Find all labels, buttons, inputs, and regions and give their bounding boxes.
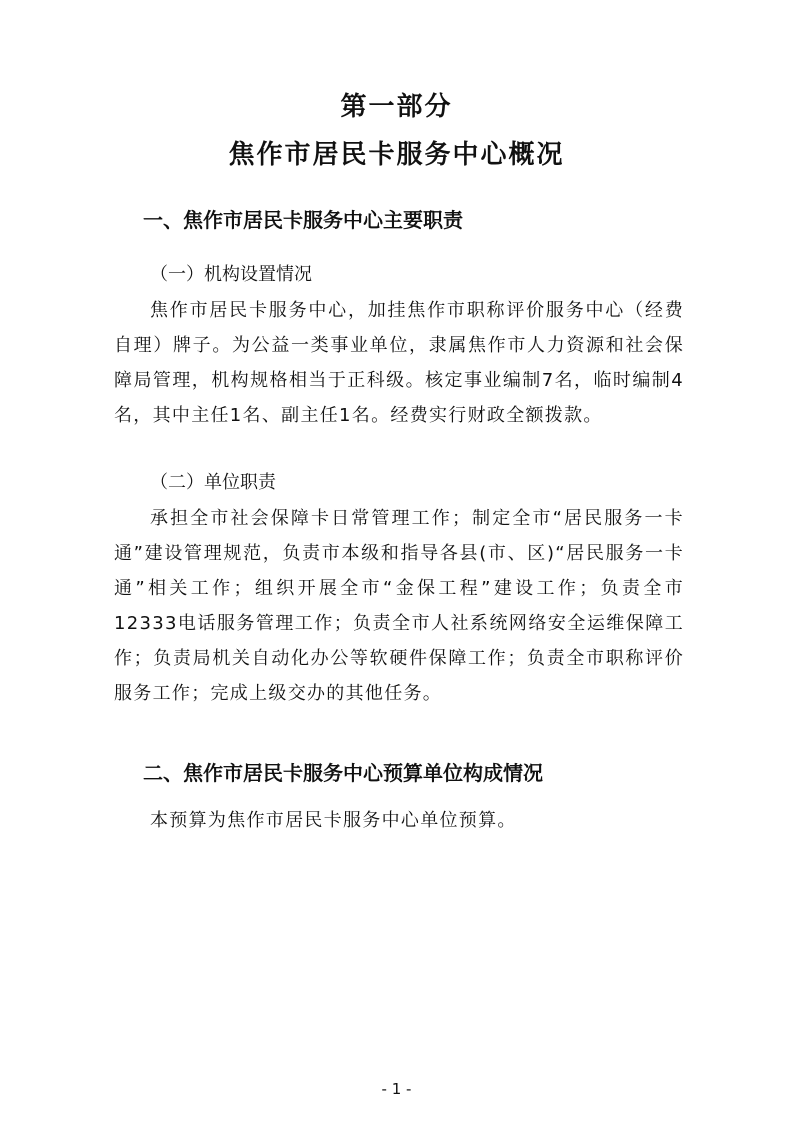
section1-sub2-heading: （二）单位职责 xyxy=(150,472,276,493)
section1-sub1-paragraph: 焦作市居民卡服务中心，加挂焦作市职称评价服务中心（经费自理）牌子。为公益一类事业单位，隶属焦作市人力资源和社会保障局管理，机构规格相当于正科级。核定事业编制7名，临时编制4名，其中主任1名、副主任1名。经费实行财政全额拨款。 xyxy=(114,300,684,426)
page-number: - 1 - xyxy=(381,1080,412,1098)
section1-heading: 一、焦作市居民卡服务中心主要职责 xyxy=(143,208,463,232)
document-title-main: 焦作市居民卡服务中心概况 xyxy=(228,140,565,170)
section2-heading: 二、焦作市居民卡服务中心预算单位构成情况 xyxy=(143,761,543,785)
section1-sub1-heading: （一）机构设置情况 xyxy=(150,264,312,285)
document-title-part: 第一部分 xyxy=(340,92,453,122)
section2-paragraph: 本预算为焦作市居民卡服务中心单位预算。 xyxy=(150,810,517,831)
section1-sub2-paragraph: 承担全市社会保障卡日常管理工作；制定全市“居民服务一卡通”建设管理规范，负责市本级和指导各县(市、区)“居民服务一卡通”相关工作；组织开展全市“金保工程”建设工作；负责全市12333电话服务管理工作；负责全市人社系统网络安全运维保障工作；负责局机关自动化办公等软硬件保障工作；负责全市职称评价服务工作；完成上级交办的其他任务。 xyxy=(114,508,684,704)
